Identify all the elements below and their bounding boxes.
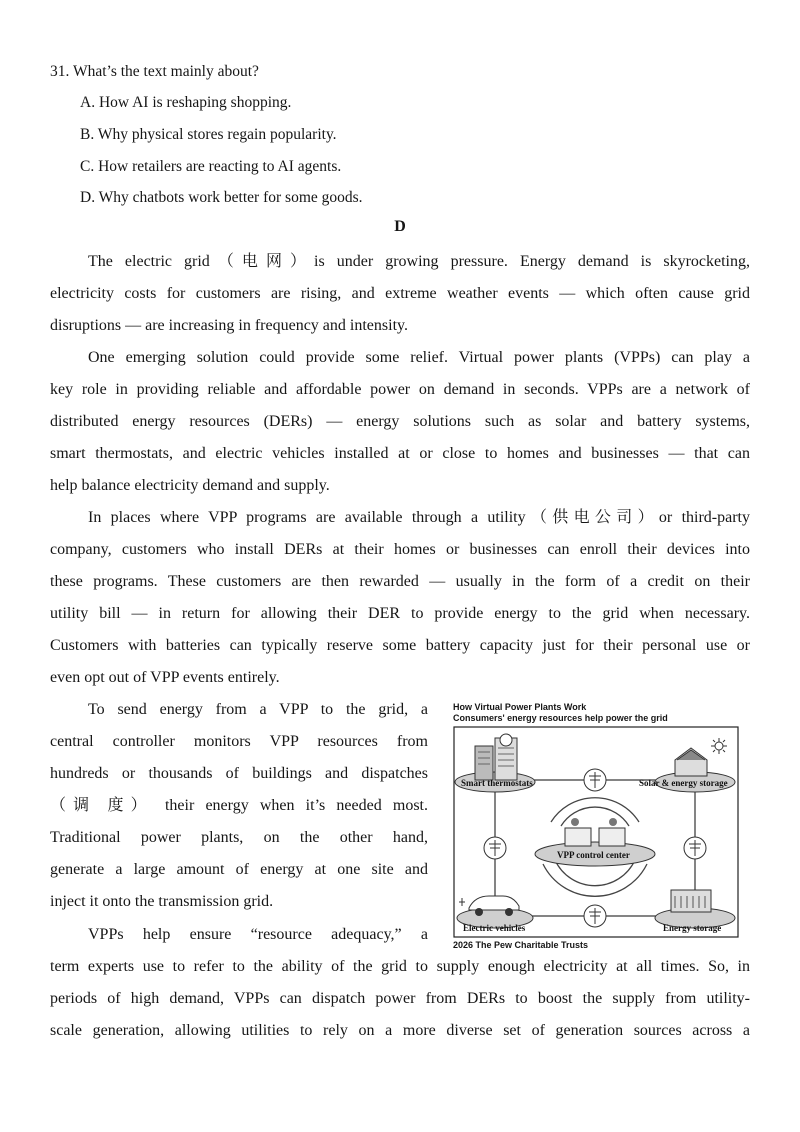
vpp-figure — [453, 702, 753, 952]
node-label-electric-vehicles: Electric vehicles — [463, 923, 526, 933]
option-d: D. Why chatbots work better for some goods. — [80, 189, 363, 206]
paragraph-line: （调 度） their energy when it’s needed most. — [50, 797, 428, 814]
sun-icon — [715, 742, 723, 750]
paragraph-line: Traditional power plants, on the other hand, — [50, 829, 428, 846]
paragraph-line: In places where VPP programs are available through a utility（供电公司）or third-party — [88, 509, 750, 526]
utility-pole-icon — [584, 769, 606, 791]
paragraph-line: hundreds or thousands of buildings and dispatches — [50, 765, 428, 782]
utility-pole-icon — [684, 837, 706, 859]
option-b: B. Why physical stores regain popularity. — [80, 126, 337, 143]
paragraph-line: company, customers who install DERs at their homes or businesses can enroll their devices into — [50, 541, 750, 558]
paragraph-line: generate a large amount of energy at one site and — [50, 861, 428, 878]
paragraph-line: help balance electricity demand and supply. — [50, 477, 330, 494]
vpp-diagram — [453, 726, 739, 938]
paragraph-line: The electric grid（电网）is under growing pressure. Energy demand is skyrocketing, — [88, 253, 750, 270]
paragraph-line: term experts use to refer to the ability of the grid to supply enough electricity at all times. So, in — [50, 958, 750, 975]
paragraph-line: even opt out of VPP events entirely. — [50, 669, 280, 686]
paragraph-line: smart thermostats, and electric vehicles installed at or close to homes and businesses — that can — [50, 445, 750, 462]
option-a: A. How AI is reshaping shopping. — [80, 94, 292, 111]
paragraph-line: central controller monitors VPP resources from — [50, 733, 428, 750]
paragraph-line: these programs. These customers are then rewarded — usually in the form of a credit on their — [50, 573, 750, 590]
paragraph-line: To send energy from a VPP to the grid, a — [88, 701, 428, 718]
paragraph-line: scale generation, allowing utilities to rely on a more diverse set of generation sources across a — [50, 1022, 750, 1039]
paragraph-line: Customers with batteries can typically reserve some battery capacity just for their personal use or — [50, 637, 750, 654]
paragraph-line: disruptions — are increasing in frequency and intensity. — [50, 317, 408, 334]
paragraph-line: key role in providing reliable and affordable power on demand in seconds. VPPs are a network of — [50, 381, 750, 398]
node-label-energy-storage: Energy storage — [663, 923, 722, 933]
node-label-smart-thermostats: Smart thermostats — [461, 778, 533, 788]
node-label-control-center: VPP control center — [557, 850, 630, 860]
paragraph-line: distributed energy resources (DERs) — energy solutions such as solar and battery systems, — [50, 413, 750, 430]
paragraph-line: One emerging solution could provide some relief. Virtual power plants (VPPs) can play a — [88, 349, 750, 366]
paragraph-line: utility bill — in return for allowing their DER to provide energy to the grid when necessary. — [50, 605, 750, 622]
figure-subtitle: Consumers' energy resources help power the grid — [453, 713, 668, 723]
paragraph-line: electricity costs for customers are rising, and extreme weather events — which often cause grid — [50, 285, 750, 302]
paragraph-line: periods of high demand, VPPs can dispatch power from DERs to boost the supply from utility- — [50, 990, 750, 1007]
section-label: D — [394, 218, 406, 235]
figure-credit: 2026 The Pew Charitable Trusts — [453, 940, 589, 950]
figure-title: How Virtual Power Plants Work — [453, 702, 587, 712]
node-label-solar-storage: Solar & energy storage — [639, 778, 728, 788]
question-stem: 31. What’s the text mainly about? — [50, 63, 259, 80]
utility-pole-icon — [484, 837, 506, 859]
utility-pole-icon — [584, 905, 606, 927]
option-c: C. How retailers are reacting to AI agents. — [80, 158, 342, 175]
paragraph-line: inject it onto the transmission grid. — [50, 893, 274, 910]
paragraph-line: VPPs help ensure “resource adequacy,” a — [88, 926, 428, 943]
